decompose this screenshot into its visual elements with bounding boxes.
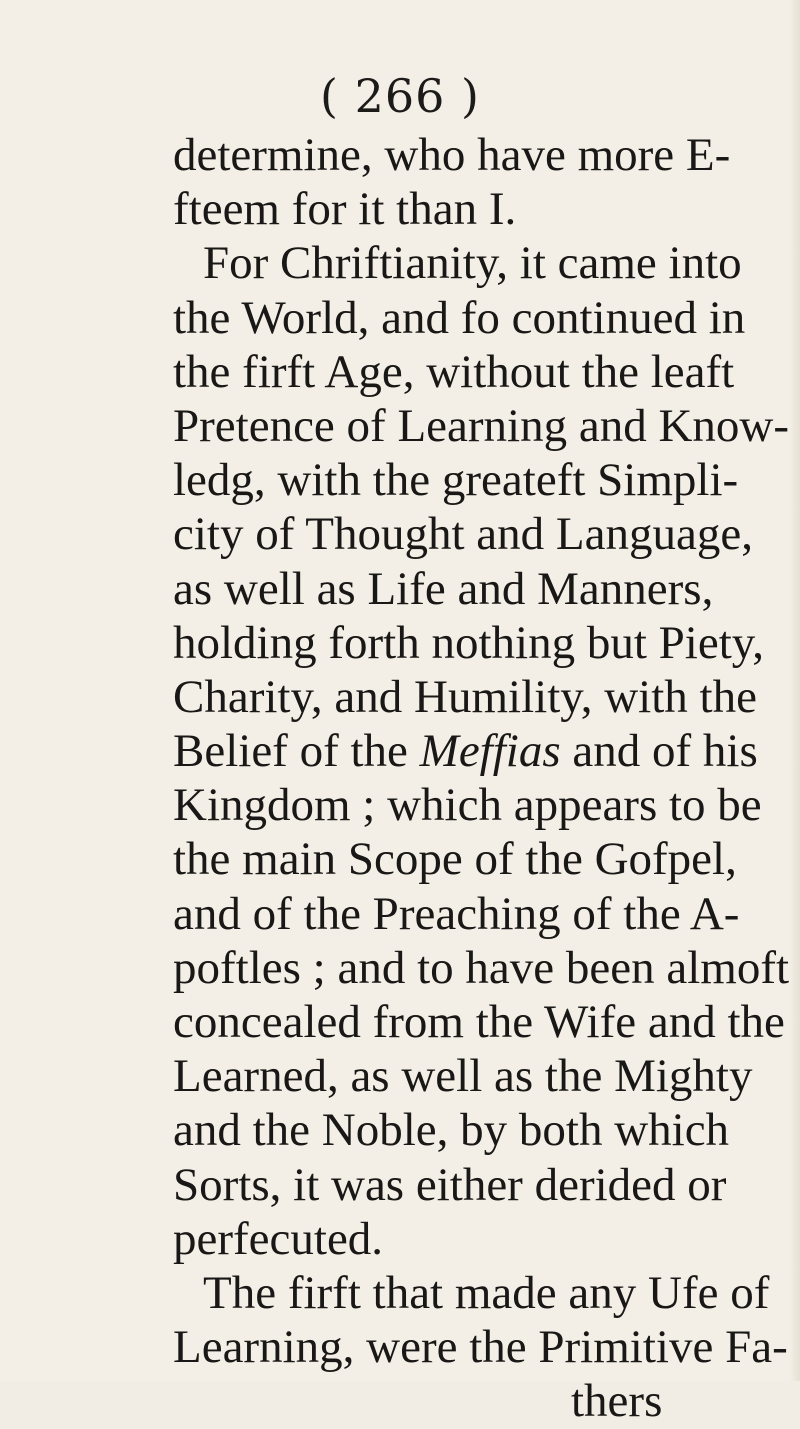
text-line: Pretence of Learning and Know- — [173, 399, 789, 452]
text-line: ledg, with the greateft Simpli- — [173, 454, 739, 507]
text-line: perfecuted. — [173, 1212, 384, 1265]
text-line: Sorts, it was either derided or — [173, 1158, 727, 1211]
text-line: as well as Life and Manners, — [173, 562, 714, 615]
text-line: Learning, were the Primitive Fa- — [173, 1321, 788, 1374]
text-line: fteem for it than I. — [173, 183, 517, 236]
text-line — [173, 724, 793, 778]
body-text — [173, 128, 793, 1429]
text-line: holding forth nothing but Piety, — [173, 616, 764, 669]
text-line: concealed from the Wife and the — [173, 996, 785, 1048]
text-line: Learned, as well as the Mighty — [173, 1050, 753, 1103]
text-line: city of Thought and Language, — [173, 508, 753, 561]
page-number-header: ( 266 ) — [320, 69, 480, 123]
text-run: Belief of the — [173, 725, 420, 778]
italic-name: Meffias — [419, 725, 561, 778]
text-line: Charity, and Humility, with the — [173, 670, 757, 723]
text-run: and of his — [560, 725, 758, 778]
text-line: the World, and fo continued in — [173, 291, 746, 344]
catchword: thers — [571, 1375, 663, 1428]
text-line: determine, who have more E- — [173, 129, 731, 181]
text-line: the firft Age, without the leaft — [173, 345, 735, 398]
text-line: Kingdom ; which appears to be — [173, 779, 762, 832]
text-line: The firft that made any Ufe of — [203, 1266, 770, 1319]
text-line: poftles ; and to have been almoft — [173, 941, 790, 994]
text-line: For Chriftianity, it came into — [203, 237, 742, 290]
text-line: the main Scope of the Gofpel, — [173, 833, 737, 886]
text-line: and of the Preaching of the A- — [173, 887, 740, 940]
text-line: and the Noble, by both which — [173, 1104, 730, 1157]
